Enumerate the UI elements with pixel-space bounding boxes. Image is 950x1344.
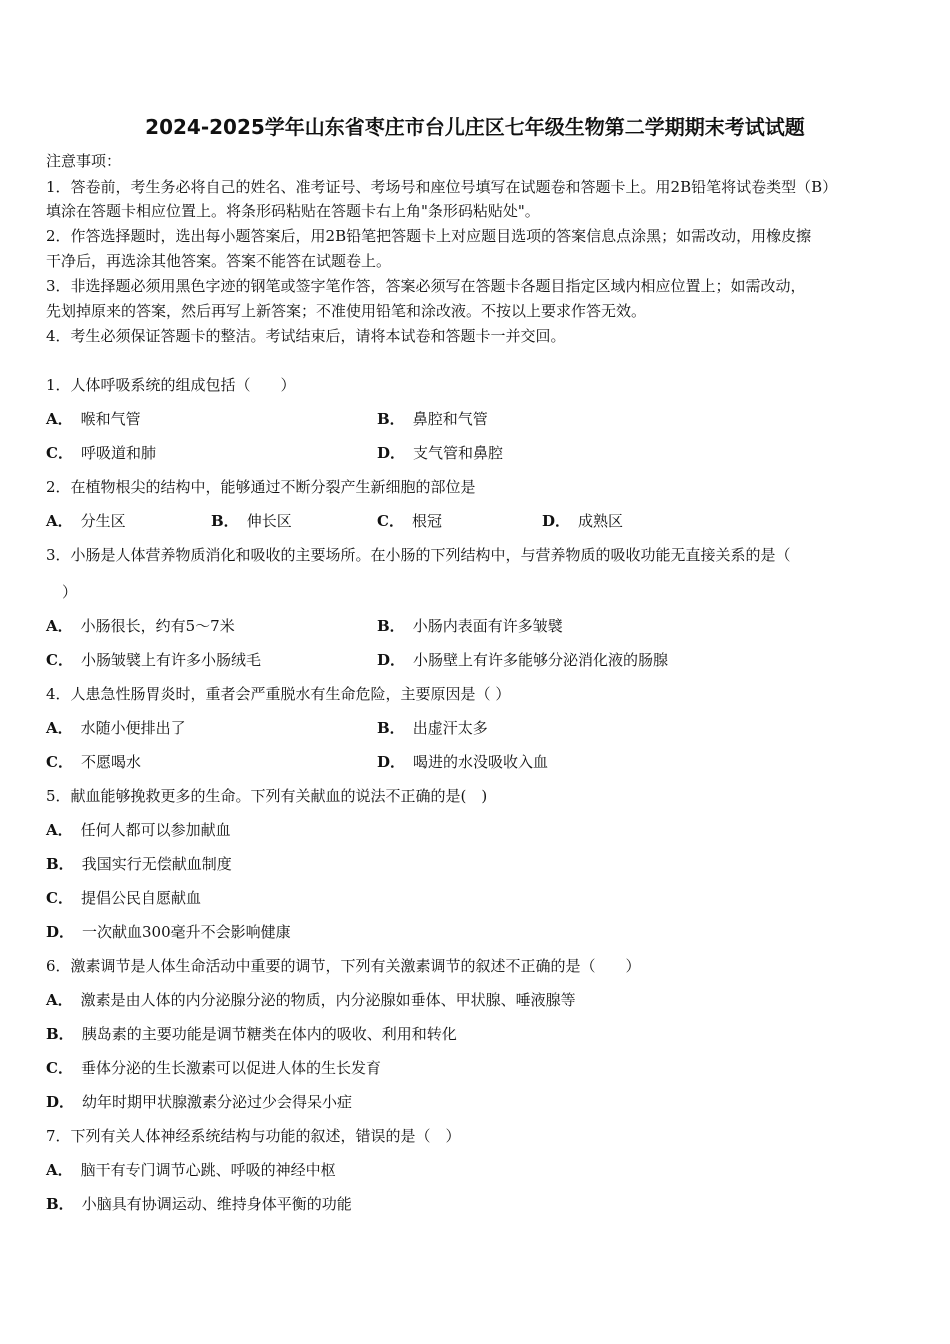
- q6-option-b: [46, 1024, 457, 1044]
- option-text: 小肠很长，约有5～7米: [80, 617, 235, 635]
- q1-option-a: [46, 409, 141, 429]
- q5-option-c: [46, 888, 201, 908]
- question-7-stem: 7．下列有关人体神经系统结构与功能的叙述，错误的是（ ）: [46, 1127, 461, 1145]
- page-title: 2024-2025学年山东省枣庄市台儿庄区七年级生物第二学期期末考试试题: [145, 115, 805, 139]
- option-key: D．: [377, 444, 406, 462]
- option-text: 成熟区: [578, 512, 624, 530]
- q3-option-a: [46, 616, 235, 636]
- q2-option-b: [211, 511, 292, 531]
- option-text: 呼吸道和肺: [80, 444, 156, 462]
- option-key: C．: [46, 444, 73, 462]
- option-text: 分生区: [80, 512, 126, 530]
- q2-option-c: [377, 511, 442, 531]
- q5-option-a: [46, 820, 231, 840]
- q7-option-b: [46, 1194, 352, 1214]
- q4-option-c: [46, 752, 141, 772]
- option-text: 我国实行无偿献血制度: [81, 855, 232, 873]
- question-5-stem: 5．献血能够挽救更多的生命。下列有关献血的说法不正确的是( ): [46, 787, 488, 805]
- q2-option-d: [542, 511, 623, 531]
- option-text: 幼年时期甲状腺激素分泌过少会得呆小症: [82, 1093, 353, 1111]
- option-key: C．: [46, 1059, 73, 1077]
- q2-option-a: [46, 511, 126, 531]
- option-text: 小肠壁上有许多能够分泌消化液的肠腺: [413, 651, 669, 669]
- option-key: B．: [377, 719, 405, 737]
- option-key: D．: [377, 651, 406, 669]
- q5-option-d: [46, 922, 291, 942]
- option-text: 激素是由人体的内分泌腺分泌的物质，内分泌腺如垂体、甲状腺、唾液腺等: [80, 991, 576, 1009]
- question-3-stem-cont: ）: [62, 583, 78, 601]
- q3-option-b: [377, 616, 563, 636]
- option-key: A．: [46, 617, 73, 635]
- notice-line: 1．答卷前，考生务必将自己的姓名、准考证号、考场号和座位号填写在试题卷和答题卡上。用2B铅笔将试卷类型（B）: [46, 178, 838, 196]
- question-6-stem: 6．激素调节是人体生命活动中重要的调节，下列有关激素调节的叙述不正确的是（ ）: [46, 957, 641, 975]
- notice-line: 填涂在答题卡相应位置上。将条形码粘贴在答题卡右上角"条形码粘贴处"。: [46, 202, 540, 220]
- q6-option-a: [46, 990, 576, 1010]
- q4-option-b: [377, 718, 488, 738]
- question-3-stem: 3．小肠是人体营养物质消化和吸收的主要场所。在小肠的下列结构中，与营养物质的吸收功能无直接关系的是（: [46, 546, 791, 564]
- option-key: A．: [46, 821, 73, 839]
- notice-line: 先划掉原来的答案，然后再写上新答案；不准使用铅笔和涂改液。不按以上要求作答无效。: [46, 302, 647, 320]
- option-key: A．: [46, 991, 73, 1009]
- q6-option-d: [46, 1092, 352, 1112]
- option-key: C．: [377, 512, 404, 530]
- option-text: 喉和气管: [80, 410, 141, 428]
- option-key: B．: [211, 512, 239, 530]
- option-text: 小肠皱襞上有许多小肠绒毛: [80, 651, 261, 669]
- option-text: 任何人都可以参加献血: [80, 821, 231, 839]
- option-key: D．: [542, 512, 571, 530]
- option-key: B．: [377, 410, 405, 428]
- option-text: 小脑具有协调运动、维持身体平衡的功能: [81, 1195, 352, 1213]
- notice-line: 2．作答选择题时，选出每小题答案后，用2B铅笔把答题卡上对应题目选项的答案信息点涂黑；如需改动，用橡皮擦: [46, 227, 812, 245]
- option-key: B．: [46, 855, 74, 873]
- notice-heading: 注意事项：: [46, 152, 122, 170]
- option-key: B．: [377, 617, 405, 635]
- option-key: A．: [46, 1161, 73, 1179]
- q1-option-b: [377, 409, 488, 429]
- option-text: 小肠内表面有许多皱襞: [412, 617, 563, 635]
- q1-option-c: [46, 443, 156, 463]
- option-key: D．: [46, 923, 75, 941]
- option-text: 根冠: [411, 512, 442, 530]
- option-text: 出虚汗太多: [412, 719, 488, 737]
- q7-option-a: [46, 1160, 336, 1180]
- option-text: 脑干有专门调节心跳、呼吸的神经中枢: [80, 1161, 336, 1179]
- option-key: C．: [46, 889, 73, 907]
- option-key: D．: [46, 1093, 75, 1111]
- option-key: A．: [46, 410, 73, 428]
- option-key: C．: [46, 651, 73, 669]
- option-key: D．: [377, 753, 406, 771]
- option-key: B．: [46, 1025, 74, 1043]
- option-text: 不愿喝水: [80, 753, 141, 771]
- option-text: 胰岛素的主要功能是调节糖类在体内的吸收、利用和转化: [81, 1025, 457, 1043]
- option-text: 喝进的水没吸收入血: [413, 753, 549, 771]
- option-key: C．: [46, 753, 73, 771]
- option-text: 伸长区: [246, 512, 292, 530]
- option-text: 鼻腔和气管: [412, 410, 488, 428]
- option-key: B．: [46, 1195, 74, 1213]
- option-text: 一次献血300毫升不会影响健康: [82, 923, 291, 941]
- q4-option-a: [46, 718, 186, 738]
- q1-option-d: [377, 443, 503, 463]
- question-4-stem: 4．人患急性肠胃炎时，重者会严重脱水有生命危险，主要原因是（ ）: [46, 685, 511, 703]
- q5-option-b: [46, 854, 232, 874]
- notice-line: 3．非选择题必须用黑色字迹的钢笔或签字笔作答，答案必须写在答题卡各题目指定区域内相应位置上；如需改动，: [46, 277, 806, 295]
- option-text: 垂体分泌的生长激素可以促进人体的生长发育: [80, 1059, 381, 1077]
- notice-line: 4．考生必须保证答题卡的整洁。考试结束后，请将本试卷和答题卡一并交回。: [46, 327, 566, 345]
- option-text: 水随小便排出了: [80, 719, 186, 737]
- option-key: A．: [46, 719, 73, 737]
- option-text: 支气管和鼻腔: [413, 444, 504, 462]
- question-1-stem: 1．人体呼吸系统的组成包括（ ）: [46, 376, 296, 394]
- question-2-stem: 2．在植物根尖的结构中，能够通过不断分裂产生新细胞的部位是: [46, 478, 476, 496]
- notice-line: 干净后，再选涂其他答案。答案不能答在试题卷上。: [46, 252, 392, 270]
- option-text: 提倡公民自愿献血: [80, 889, 201, 907]
- option-key: A．: [46, 512, 73, 530]
- q3-option-c: [46, 650, 261, 670]
- q6-option-c: [46, 1058, 381, 1078]
- q4-option-d: [377, 752, 548, 772]
- q3-option-d: [377, 650, 668, 670]
